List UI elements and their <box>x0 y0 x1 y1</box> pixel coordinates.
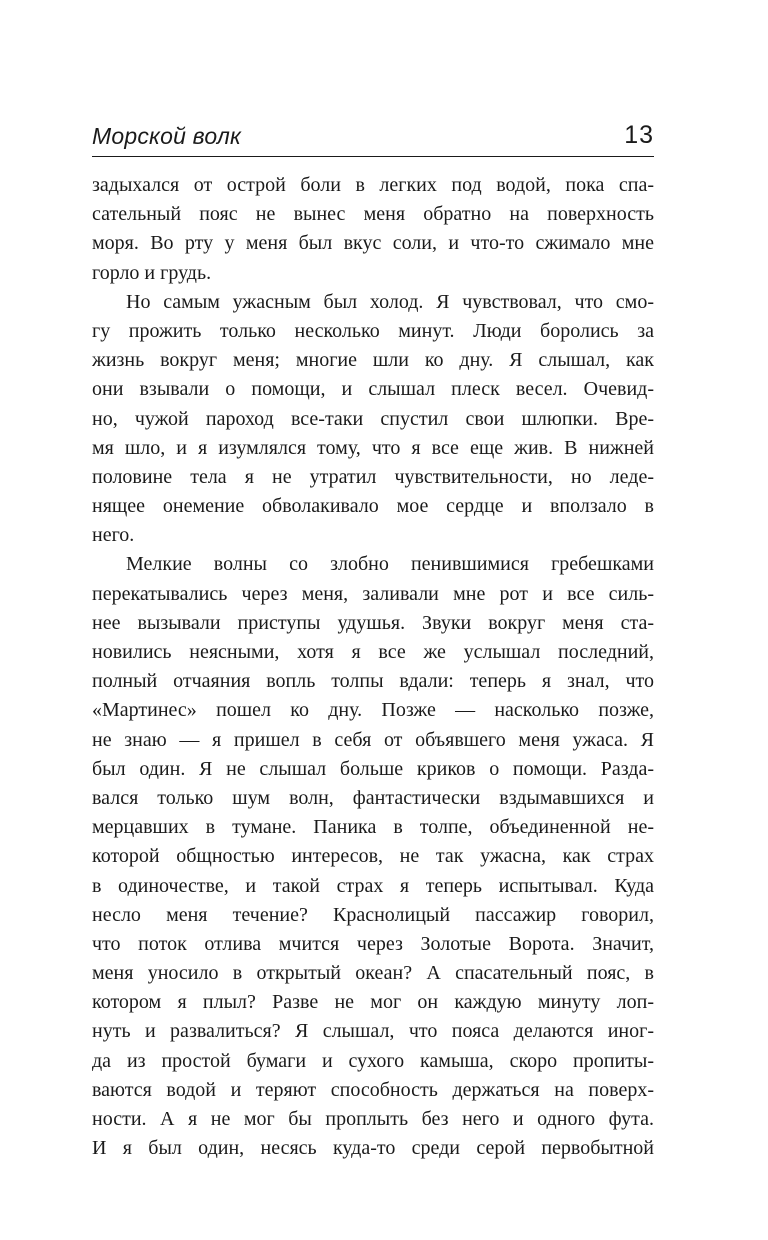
page-number: 13 <box>624 121 654 149</box>
text-line: И я был один, несясь куда-то среди серой первобытной <box>92 1137 654 1160</box>
text-line: вался только шум волн, фантастически вздымавшихся и <box>92 786 654 809</box>
text-line: нуть и развалиться? Я слышал, что пояса делаются иног- <box>92 1020 654 1043</box>
text-line: не знаю — я пришел в себя от объявшего меня ужаса. Я <box>92 728 654 751</box>
text-line: несло меня течение? Краснолицый пассажир говорил, <box>92 903 654 926</box>
text-line: задыхался от острой боли в легких под водой, пока спа- <box>92 174 654 196</box>
body-text <box>92 171 654 1163</box>
text-line: нее вызывали приступы удушья. Звуки вокруг меня ста- <box>92 611 654 634</box>
book-page <box>92 112 654 1163</box>
running-title: Морской волк <box>92 123 242 149</box>
text-line: в одиночестве, и такой страх я теперь испытывал. Куда <box>92 874 654 897</box>
text-line: мя шло, и я изумлялся тому, что я все еще жив. В нижней <box>92 436 654 459</box>
text-line: мерцавших в тумане. Паника в толпе, объединенной не- <box>92 816 654 839</box>
running-header <box>92 112 654 157</box>
text-line: перекатывались через меня, заливали мне рот и все силь- <box>92 582 654 605</box>
text-line: да из простой бумаги и сухого камыша, скоро пропиты- <box>92 1049 654 1072</box>
text-line: него. <box>92 524 135 547</box>
text-line: они взывали о помощи, и слышал плеск весел. Очевид- <box>92 378 654 401</box>
text-line: что поток отлива мчится через Золотые Ворота. Значит, <box>92 932 654 955</box>
text-line: ности. А я не мог бы проплыть без него и одного фута. <box>92 1108 654 1130</box>
text-line: «Мартинес» пошел ко дну. Позже — насколько позже, <box>92 699 654 722</box>
text-line: сательный пояс не вынес меня обратно на поверхность <box>92 203 654 226</box>
text-line: горло и грудь. <box>92 261 212 284</box>
text-line: полный отчаяния вопль толпы вдали: теперь я знал, что <box>92 670 654 693</box>
text-line: гу прожить только несколько минут. Люди боролись за <box>92 319 654 342</box>
text-line: Мелкие волны со злобно пенившимися гребешками <box>126 553 654 576</box>
text-line: но, чужой пароход все-таки спустил свои шлюпки. Вре- <box>92 407 654 430</box>
text-line: половине тела я не утратил чувствительности, но леде- <box>92 465 654 488</box>
text-line: котором я плыл? Разве не мог он каждую минуту лоп- <box>92 991 654 1014</box>
text-line: нящее онемение обволакивало мое сердце и вползало в <box>92 495 654 518</box>
text-line: ваются водой и теряют способность держаться на поверх- <box>92 1078 654 1101</box>
text-line: жизнь вокруг меня; многие шли ко дну. Я слышал, как <box>92 349 654 372</box>
text-line: моря. Во рту у меня был вкус соли, и что-то сжимало мне <box>92 232 654 255</box>
text-line: меня уносило в открытый океан? А спасательный пояс, в <box>92 962 654 985</box>
text-line: новились неясными, хотя я все же услышал последний, <box>92 641 654 663</box>
text-line: которой общностью интересов, не так ужасна, как страх <box>92 845 654 868</box>
text-line: Но самым ужасным был холод. Я чувствовал, что смо- <box>126 290 654 313</box>
text-line: был один. Я не слышал больше криков о помощи. Разда- <box>92 757 654 780</box>
